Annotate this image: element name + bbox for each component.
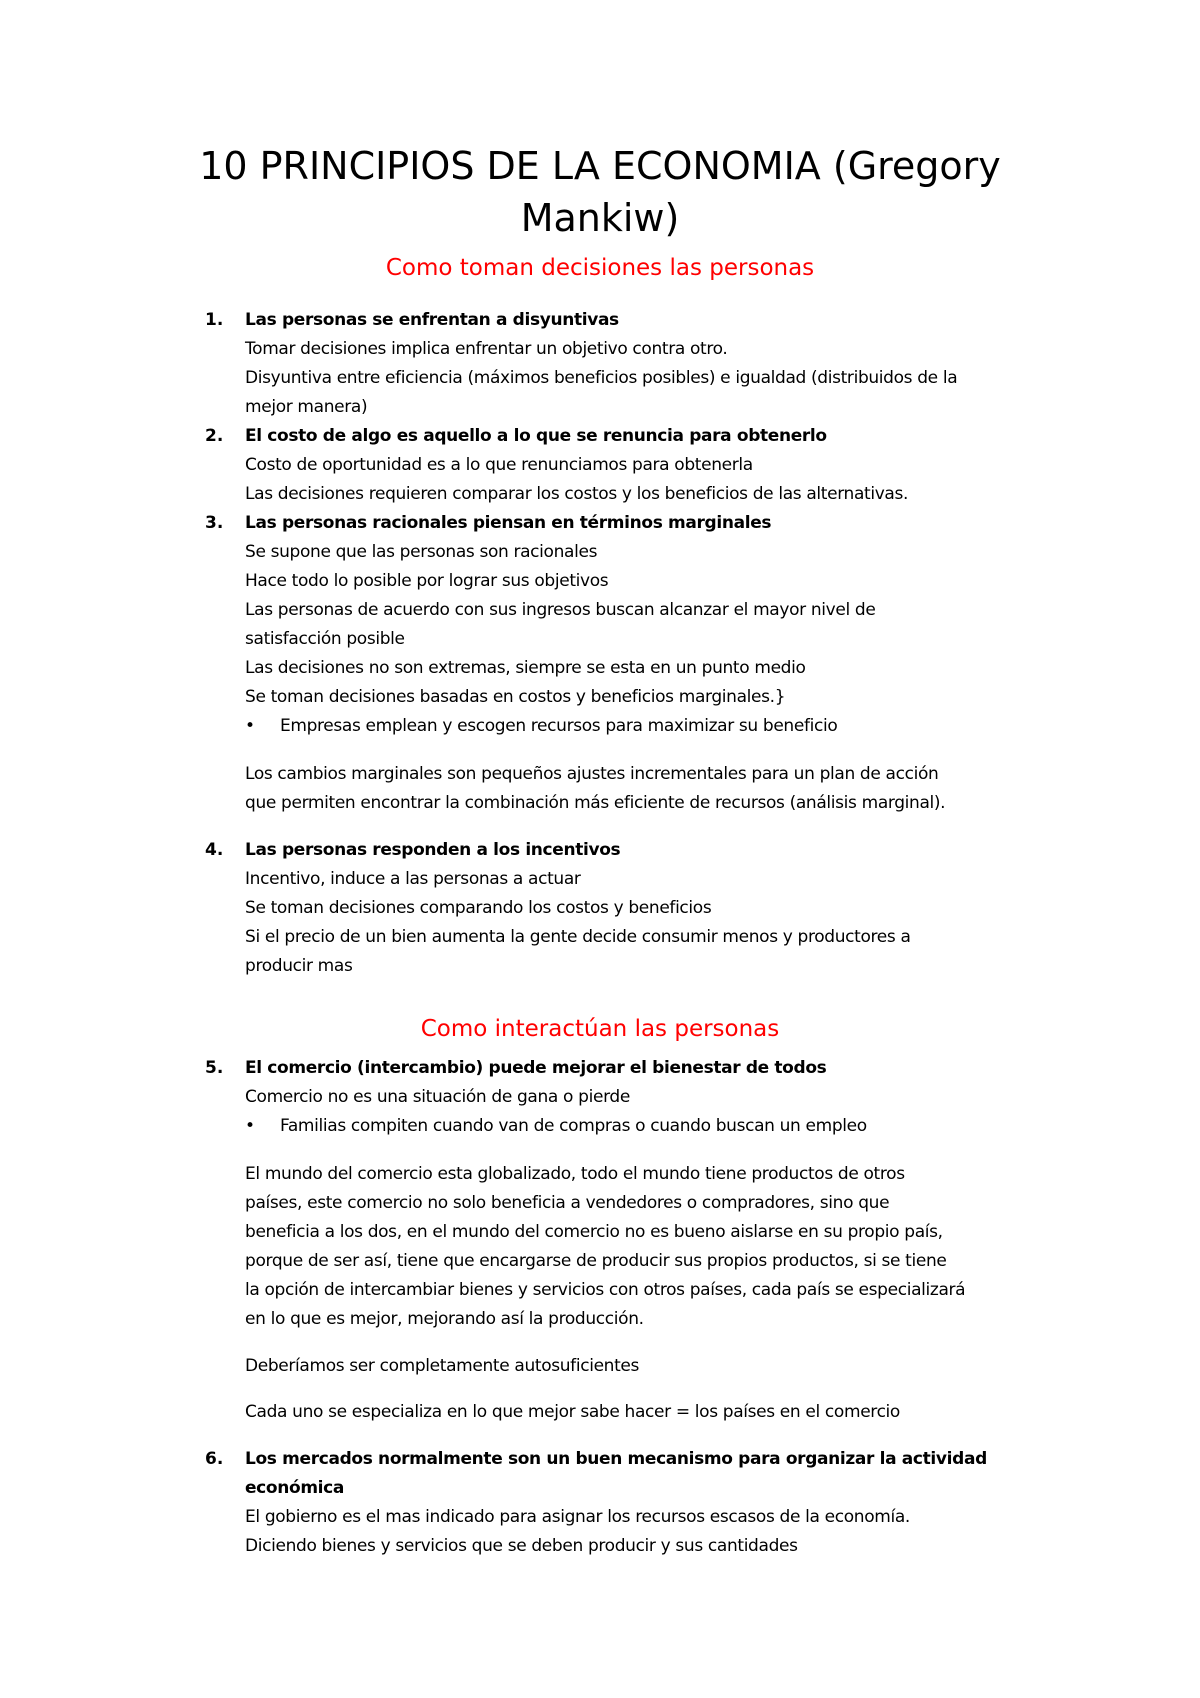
principle-line: producir mas — [245, 956, 353, 976]
principle-line: Las decisiones requieren comparar los costos y los beneficios de las alternativas. — [245, 484, 909, 504]
principle-number: 6. — [205, 1449, 224, 1469]
bullet-icon: • — [245, 716, 256, 736]
paragraph-line: países, este comercio no solo beneficia a vendedores o compradores, sino que — [245, 1193, 890, 1213]
principle-title: económica — [245, 1478, 345, 1498]
principle-line: Tomar decisiones implica enfrentar un objetivo contra otro. — [245, 339, 728, 359]
principle-line: Se toman decisiones basadas en costos y beneficios marginales.} — [245, 687, 786, 707]
principle-line: Diciendo bienes y servicios que se deben producir y sus cantidades — [245, 1536, 798, 1556]
principle-line: Hace todo lo posible por lograr sus objetivos — [245, 571, 609, 591]
title-line-1: 10 PRINCIPIOS DE LA ECONOMIA (Gregory — [199, 144, 1001, 188]
principle-line: Las decisiones no son extremas, siempre se esta en un punto medio — [245, 658, 806, 678]
paragraph-line: en lo que es mejor, mejorando así la producción. — [245, 1309, 644, 1329]
note-line: Cada uno se especializa en lo que mejor sabe hacer = los países en el comercio — [245, 1402, 900, 1422]
section-heading-decisions: Como toman decisiones las personas — [385, 255, 815, 281]
principle-line: El gobierno es el mas indicado para asignar los recursos escasos de la economía. — [245, 1507, 910, 1527]
paragraph-line: que permiten encontrar la combinación más eficiente de recursos (análisis marginal). — [245, 793, 946, 813]
bullet-item: Empresas emplean y escogen recursos para maximizar su beneficio — [280, 716, 838, 736]
bullet-item: Familias compiten cuando van de compras o cuando buscan un empleo — [280, 1116, 867, 1136]
principle-number: 1. — [205, 310, 224, 330]
paragraph-line: El mundo del comercio esta globalizado, todo el mundo tiene productos de otros — [245, 1164, 905, 1184]
principle-title: El costo de algo es aquello a lo que se renuncia para obtenerlo — [245, 426, 827, 446]
principle-line: Se toman decisiones comparando los costos y beneficios — [245, 898, 712, 918]
principle-line: Costo de oportunidad es a lo que renunciamos para obtenerla — [245, 455, 753, 475]
principle-line: Comercio no es una situación de gana o pierde — [245, 1087, 630, 1107]
principle-line: Si el precio de un bien aumenta la gente decide consumir menos y productores a — [245, 927, 911, 947]
principle-title: Las personas se enfrentan a disyuntivas — [245, 310, 619, 330]
paragraph-line: Los cambios marginales son pequeños ajustes incrementales para un plan de acción — [245, 764, 939, 784]
principle-number: 4. — [205, 840, 224, 860]
paragraph-line: la opción de intercambiar bienes y servicios con otros países, cada país se especializará — [245, 1280, 966, 1300]
principle-title: Las personas racionales piensan en términos marginales — [245, 513, 772, 533]
principle-number: 3. — [205, 513, 224, 533]
bullet-icon: • — [245, 1116, 256, 1136]
paragraph-line: porque de ser así, tiene que encargarse de producir sus propios productos, si se tiene — [245, 1251, 947, 1271]
principle-line: Incentivo, induce a las personas a actuar — [245, 869, 581, 889]
principle-title: Los mercados normalmente son un buen mecanismo para organizar la actividad — [245, 1449, 987, 1469]
title-line-2: Mankiw) — [520, 196, 680, 240]
principle-line: Disyuntiva entre eficiencia (máximos beneficios posibles) e igualdad (distribuidos de la — [245, 368, 958, 388]
section-heading-interaction: Como interactúan las personas — [420, 1016, 780, 1042]
note-line: Deberíamos ser completamente autosuficientes — [245, 1356, 640, 1376]
principle-number: 5. — [205, 1058, 224, 1078]
principle-title: Las personas responden a los incentivos — [245, 840, 621, 860]
page-title — [150, 140, 1050, 244]
paragraph-line: beneficia a los dos, en el mundo del comercio no es bueno aislarse en su propio país, — [245, 1222, 943, 1242]
principle-line: Se supone que las personas son racionales — [245, 542, 598, 562]
principle-number: 2. — [205, 426, 224, 446]
principle-title: El comercio (intercambio) puede mejorar el bienestar de todos — [245, 1058, 827, 1078]
principle-line: mejor manera) — [245, 397, 368, 417]
principle-line: satisfacción posible — [245, 629, 405, 649]
principle-line: Las personas de acuerdo con sus ingresos buscan alcanzar el mayor nivel de — [245, 600, 876, 620]
